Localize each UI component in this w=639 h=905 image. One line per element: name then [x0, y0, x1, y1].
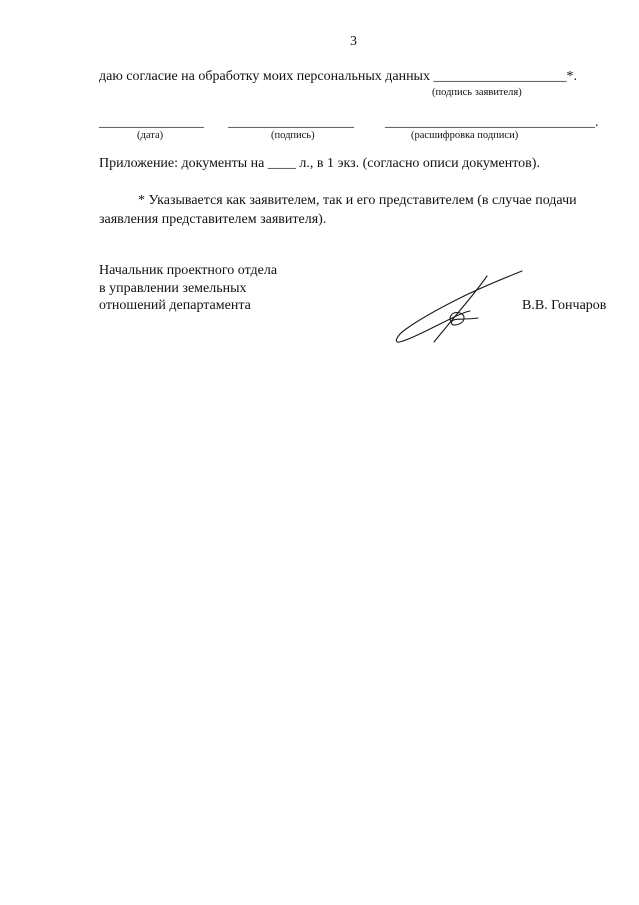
handwritten-signature [390, 265, 530, 350]
date-blank: _______________ [99, 115, 204, 130]
consent-statement: даю согласие на обработку моих персональных данных ___________________*. [99, 69, 577, 84]
footnote-line-2: заявления представителем заявителя). [99, 212, 327, 227]
official-position-line-1: Начальник проектного отдела [99, 263, 278, 278]
signature-blank: __________________ [228, 115, 354, 130]
page-number: 3 [350, 34, 357, 49]
footnote-line-1: * Указывается как заявителем, так и его представителем (в случае подачи [138, 193, 577, 208]
applicant-signature-caption: (подпись заявителя) [432, 87, 522, 98]
official-position-line-3: отношений департамента [99, 298, 251, 313]
signature-decode-caption: (расшифровка подписи) [411, 130, 519, 141]
official-position-line-2: в управлении земельных [99, 281, 247, 296]
signature-decode-blank: ______________________________. [385, 115, 599, 130]
date-caption: (дата) [137, 130, 164, 141]
signature-caption: (подпись) [271, 130, 315, 141]
official-name: В.В. Гончаров [522, 298, 607, 313]
attachment-statement: Приложение: документы на ____ л., в 1 экз. (согласно описи документов). [99, 156, 540, 171]
